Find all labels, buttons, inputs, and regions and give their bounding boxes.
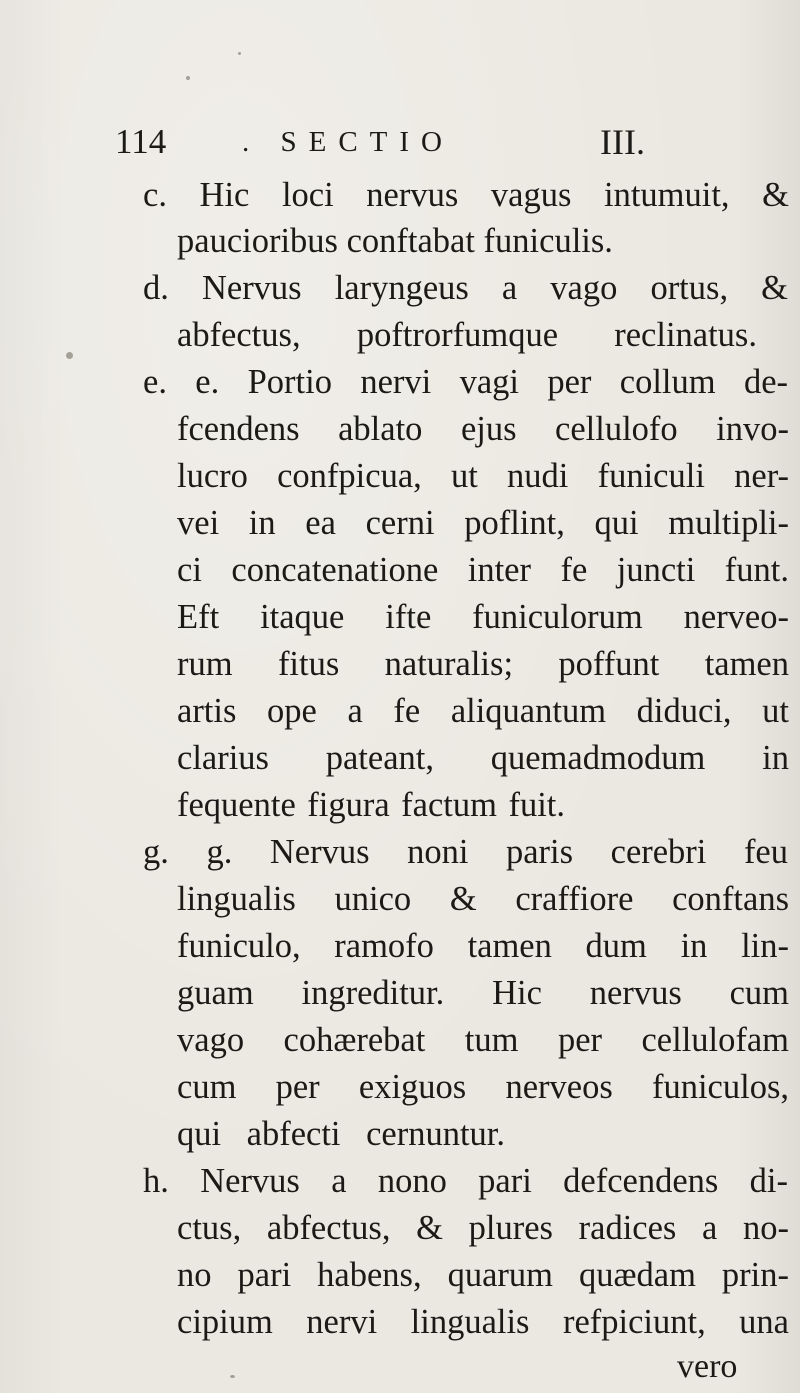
text-line: artis ope a fe aliquantum diduci, ut xyxy=(177,692,789,730)
text-line: g. g. Nervus noni paris cerebri feu xyxy=(143,833,788,871)
paper-speck xyxy=(230,1375,235,1378)
text-line: fcendens ablato ejus cellulofo invo- xyxy=(177,410,789,448)
text-line: vei in ea cerni poflint, qui multipli- xyxy=(177,504,789,542)
paper-speck xyxy=(238,52,241,55)
text-line: cum per exiguos nerveos funiculos, xyxy=(177,1068,789,1106)
text-line: ctus, abfectus, & plures radices a no- xyxy=(177,1209,789,1247)
text-line: cipium nervi lingualis refpiciunt, una xyxy=(177,1303,789,1341)
text-line: funiculo, ramofo tamen dum in lin- xyxy=(177,927,789,965)
section-number: III. xyxy=(600,122,645,162)
text-line: ci concatenatione inter fe juncti funt. xyxy=(177,551,789,589)
text-line: c. Hic loci nervus vagus intumuit, & xyxy=(143,176,789,214)
text-line: e. e. Portio nervi vagi per collum de- xyxy=(143,363,788,401)
text-line: abfectus, poftrorfumque reclinatus. xyxy=(177,316,757,354)
text-line: paucioribus conftabat funiculis. xyxy=(177,222,613,260)
text-line: h. Nervus a nono pari defcendens di- xyxy=(143,1162,788,1200)
text-line: fequente figura factum fuit. xyxy=(177,786,565,824)
text-line: lucro confpicua, ut nudi funiculi ner- xyxy=(177,457,789,495)
text-line: clarius pateant, quemadmodum in xyxy=(177,739,789,777)
section-label: . SECTIO xyxy=(242,126,454,158)
catchword: vero xyxy=(677,1348,738,1385)
paper-speck xyxy=(186,76,190,80)
text-line: Eft itaque ifte funiculorum nerveo- xyxy=(177,598,789,636)
text-line: d. Nervus laryngeus a vago ortus, & xyxy=(143,269,788,307)
text-line: no pari habens, quarum quædam prin- xyxy=(177,1256,789,1294)
page-number: 114 xyxy=(115,122,167,161)
text-line: rum fitus naturalis; poffunt tamen xyxy=(177,645,789,683)
paper-speck xyxy=(66,352,73,359)
text-line: qui abfecti cernuntur. xyxy=(177,1115,505,1153)
text-line: guam ingreditur. Hic nervus cum xyxy=(177,974,789,1012)
text-line: vago cohærebat tum per cellulofam xyxy=(177,1021,789,1059)
text-line: lingualis unico & craffiore conftans xyxy=(177,880,789,918)
